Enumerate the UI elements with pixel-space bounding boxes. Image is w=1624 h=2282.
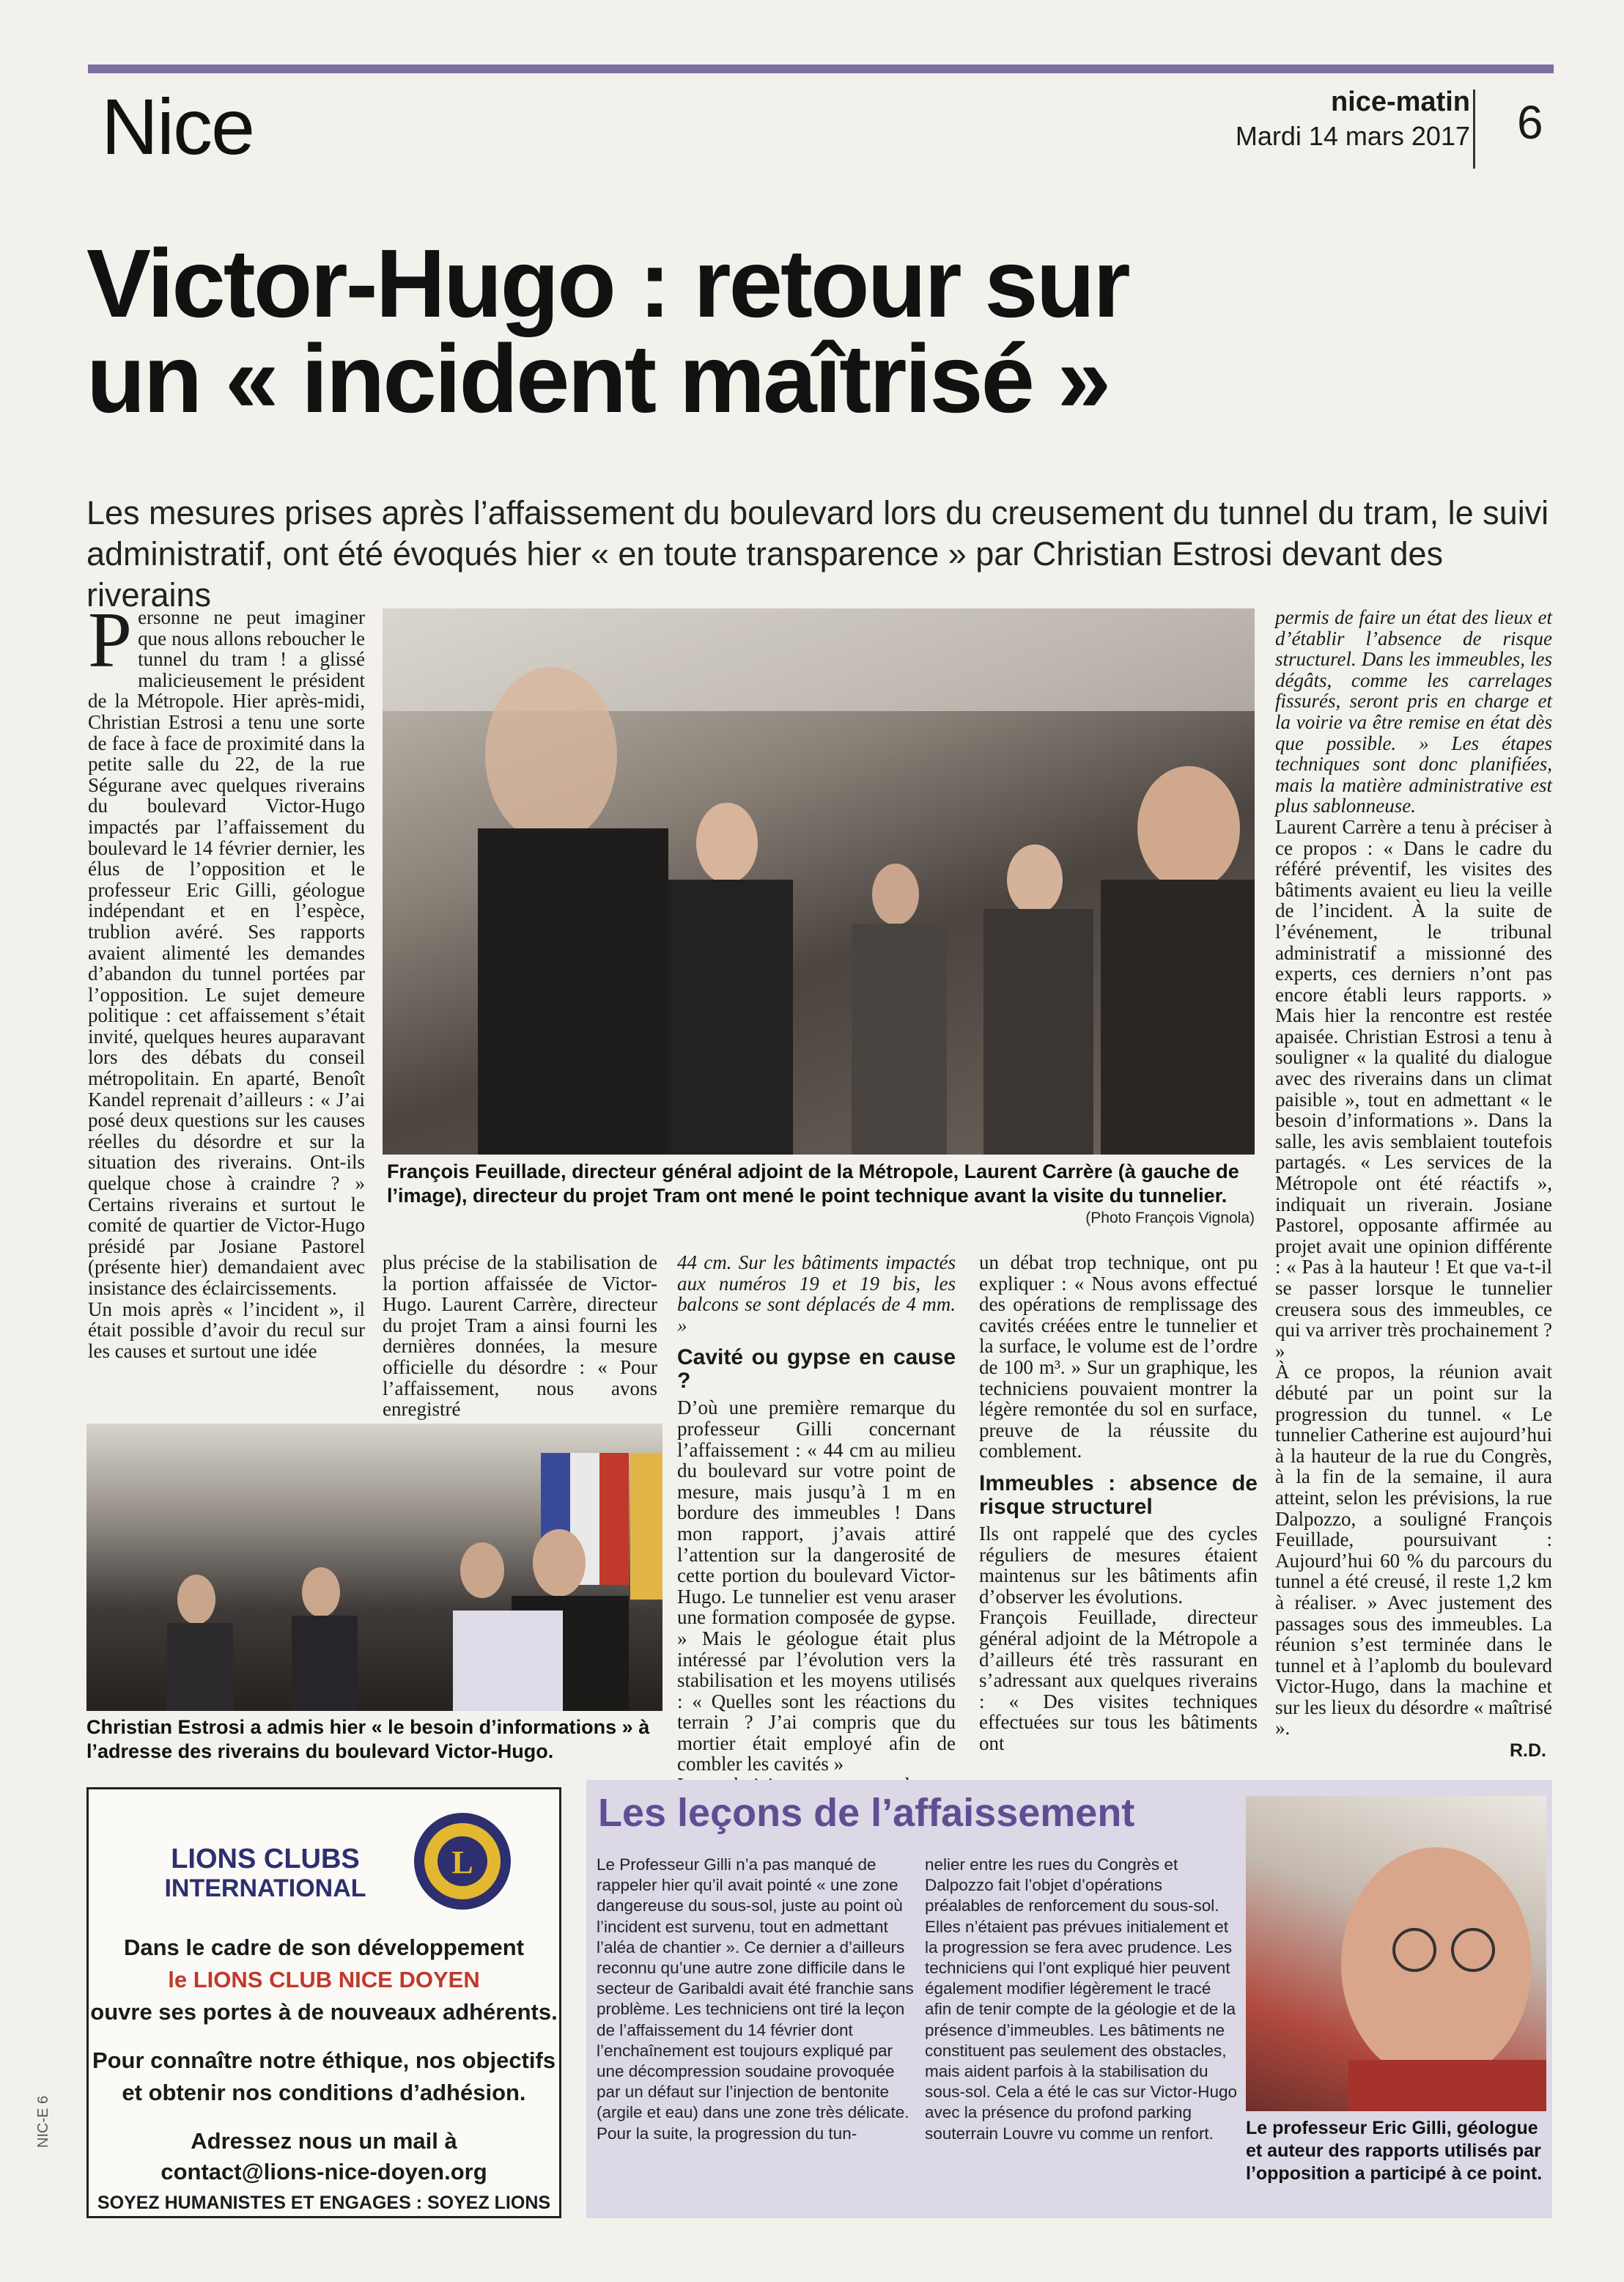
photo-professor-gilli xyxy=(1246,1796,1546,2111)
article-column-2 xyxy=(383,1251,657,1421)
headline xyxy=(86,229,1523,433)
fold-mark: NIC-E 6 xyxy=(35,2095,51,2148)
article-paragraph: Un mois après « l’incident », il était possible d’avoir du recul sur les causes et surtout une idée xyxy=(88,1298,365,1362)
photo-technical-briefing xyxy=(383,608,1255,1155)
ad-text: Pour connaître notre éthique, nos objectifs xyxy=(92,2047,556,2073)
article-column-5 xyxy=(1275,606,1552,1740)
ad-text: Adressez nous un mail à xyxy=(191,2128,457,2154)
ad-text: Dans le cadre de son développement xyxy=(123,1935,525,1960)
ad-brand-line-2: INTERNATIONAL xyxy=(164,1874,366,1902)
section-rule xyxy=(88,65,1554,73)
article-column-1 xyxy=(88,597,365,1413)
photo-figures xyxy=(1246,1796,1546,2111)
lions-club-ad xyxy=(86,1787,561,2218)
masthead xyxy=(1236,87,1470,152)
standfirst: Les mesures prises après l’affaissement du boulevard lors du creusement du tunnel du tram, le suivi administratif, ont été évoqués hier « en toute transparence » par Christian Estrosi devant des riverains xyxy=(86,494,1549,614)
ad-slogan: SOYEZ HUMANISTES ET ENGAGES : SOYEZ LIONS xyxy=(97,2193,551,2213)
page-number: 6 xyxy=(1517,96,1543,149)
article-paragraph: plus précise de la stabilisation de la portion affaissée de Victor-Hugo. Laurent Carrère, directeur du projet Tram a ainsi fourni les dernières données, la mesure officielle du désordre : « Pour l’affaissement, nous avons enregistré xyxy=(383,1251,657,1421)
sidebar-column-1: Le Professeur Gilli n’a pas manqué de rappeler hier qu’il avait pointé « une zone dangereuse du sous-sol, juste au point où l’incident est survenu, tout en admettant l’aléa de chantier ». Ce dernier a d’ailleurs reconnu qu’une autre zone difficile dans le secteur de Garibaldi avait été franchie sans problème. Les techniciens ont tiré la leçon de l’affaissement du 14 février dont l’enchaînement est toujours expliqué par une décompression soudaine provoquée par un défaut sur l’injection de bentonite (argile et eau) dans une zone très délicate. Pour la suite, la progression du tun- xyxy=(597,1855,914,2143)
photo-figures xyxy=(383,608,1255,1155)
ad-text: et obtenir nos conditions d’adhésion. xyxy=(122,2080,526,2105)
article-column-4 xyxy=(979,1252,1258,1765)
photo-caption: Le professeur Eric Gilli, géologue et auteur des rapports utilisés par l’opposition a participé à ce point. xyxy=(1246,2118,1543,2184)
photo-caption: François Feuillade, directeur général adjoint de la Métropole, Laurent Carrère (à gauche de l’image), directeur du projet Tram ont mené le point technique avant la visite du tunnelier. xyxy=(387,1160,1239,1207)
sidebar-title: Les leçons de l’affaissement xyxy=(598,1791,1135,1835)
ad-text: ouvre ses portes à de nouveaux adhérents. xyxy=(90,1999,558,2025)
article-paragraph: permis de faire un état des lieux et d’établir l’absence de risque structurel. Dans les immeubles, les dégâts, comme les carrelages fissurés, seront pris en charge et la voirie va être remise en état dès que possible. » Les étapes techniques sont donc planifiées, mais la matière administrative est plus sablonneuse. xyxy=(1275,606,1552,817)
logo-letter: L xyxy=(451,1844,473,1880)
ad-brand-line-1: LIONS CLUBS xyxy=(171,1844,360,1874)
sidebar-column-2: nelier entre les rues du Congrès et Dalpozzo fait l’objet d’opérations préalables de renforcement du sous-sol. Elles n’étaient pas prévues initialement et la progression se fera avec prudence. Les techniciens qui l’ont expliqué hier peuvent également modifier légèrement le tracé afin de tenir compte de la géologie et de la présence d’immeubles. Les bâtiments ne constituent pas seulement des obstacles, mais aident parfois à la stabilisation du sous-sol. Cela a été le cas sur Victor-Hugo avec la présence du profond parking souterrain Louvre vu comme un renfort. xyxy=(925,1855,1238,2143)
photo-caption: Christian Estrosi a admis hier « le besoin d’informations » à l’adresse des riverains du boulevard Victor-Hugo. xyxy=(86,1716,650,1762)
article-column-3 xyxy=(677,1251,956,1775)
drop-cap: P xyxy=(88,597,133,684)
photo-credit: (Photo François Vignola) xyxy=(1085,1210,1255,1226)
article-subhead: Immeubles : absence de risque structurel xyxy=(979,1471,1258,1519)
article-paragraph: 44 cm. Sur les bâtiments impactés aux numéros 19 et 19 bis, les balcons se sont déplacés de 4 mm. » xyxy=(677,1251,956,1336)
masthead-divider xyxy=(1473,89,1475,169)
article-paragraph: Ils ont rappelé que des cycles réguliers de mesures étaient maintenus sur les bâtiments afin d’observer les évolutions. xyxy=(979,1522,1258,1608)
lions-logo-icon xyxy=(411,1810,514,1913)
article-paragraph: un débat trop technique, ont pu expliquer : « Nous avons effectué des opérations de remplissage des cavités créées entre le tunnelier et la surface, le volume est de l’ordre de 100 m³. » Sur un graphique, les techniciens pouvaient montrer la légère remontée du sol en surface, preuve de la réussite du comblement. xyxy=(979,1251,1258,1462)
byline-initials: R.D. xyxy=(1510,1740,1546,1761)
headline-line-1: Victor-Hugo : retour sur xyxy=(86,229,1129,337)
ad-email: contact@lions-nice-doyen.org xyxy=(160,2159,487,2185)
section-title: Nice xyxy=(101,82,254,171)
headline-line-2: un « incident maîtrisé » xyxy=(86,325,1110,433)
article-subhead: Cavité ou gypse en cause ? xyxy=(677,1345,956,1394)
article-paragraph: Laurent Carrère a tenu à préciser à ce propos : « Dans le cadre du référé préventif, les visites des bâtiments avaient eu lieu la veille de l’incident. À la suite de l’événement, le tribunal administratif a missionné des experts, ces derniers n’ont pas encore établi leurs rapports. » Mais hier la rencontre est restée apaisée. Christian Estrosi a tenu à souligner « la qualité du dialogue avec des riverains dans un climat paisible », tout en admettant « le besoin d’informations ». Dans la salle, les avis semblaient toutefois partagés. « Les services de la Métropole ont été réactifs », indiquait un riverain. Josiane Pastorel, opposante affirmée au projet avait une opinion différente : « Pas à la hauteur ! Et que va-t-il se passer lorsque le tunnelier creusera sous des immeubles, ce qui va arriver très prochainement ? » xyxy=(1275,815,1552,1362)
article-paragraph: D’où une première remarque du professeur Gilli concernant l’affaissement : « 44 cm au milieu du boulevard sur votre point de mesure, mais jusqu’à 1 m en bordure des immeubles ! Dans mon rapport, j’avais attiré l’attention sur la dangerosité de cette portion du boulevard Victor-Hugo. Le tunnelier est venu araser une formation composée de gypse. » Mais le géologue était plus intéressé par l’évolution vers la stabilisation et les moyens utilisés : « Quelles sont les réactions du terrain ? J’ai compris que du mortier était employé afin de combler les cavités » xyxy=(677,1396,956,1775)
article-paragraph: ersonne ne peut imaginer que nous allons reboucher le tunnel du tram ! a glissé malicieusement le président de la Métropole. Hier après-midi, Christian Estrosi a tenu une sorte de face à face de proximité dans la petite salle du 22, de la rue Ségurane avec quelques riverains du boulevard Victor-Hugo impactés par l’affaissement du boulevard le 14 février dernier, les élus de l’opposition et le professeur Eric Gilli, géologue indépendant et en l’espèce, trublion avéré. Ses rapports avaient alimenté les demandes d’abandon du tunnel portées par l’opposition. Le sujet demeure politique : cet affaissement s’était invité, quelques heures auparavant lors des débats du conseil métropolitain. En aparté, Benoît Kandel reprenait d’ailleurs : « J’ai posé deux questions sur les causes réelles du désordre et sur la situation des riverains. Ont-ils quelque chose à craindre ? » Certains riverains et surtout le comité de quartier de Victor-Hugo présidé par Josiane Pastorel (présente hier) demandaient avec insistance des éclaircissements. xyxy=(88,606,365,1299)
article-paragraph: François Feuillade, directeur général adjoint de la Métropole a d’ailleurs été très rassurant en s’adressant aux quelques riverains : « Des visites techniques effectuées sur tous les bâtiments ont xyxy=(979,1606,1258,1754)
ad-club-name: le LIONS CLUB NICE DOYEN xyxy=(168,1967,480,1992)
photo-estrosi-speech xyxy=(86,1424,662,1711)
paper-name: nice-matin xyxy=(1330,87,1470,117)
issue-date: Mardi 14 mars 2017 xyxy=(1235,121,1470,151)
photo-figures xyxy=(86,1424,662,1711)
article-paragraph: À ce propos, la réunion avait débuté par un point sur la progression du tunnel. « Le tunnelier Catherine est aujourd’hui à la hauteur de la rue du Congrès, à la fin de la semaine, il aura atteint, selon les prévisions, la rue Dalpozzo, a souligné François Feuillade, poursuivant : Aujourd’hui 60 % du parcours du tunnel a été creusé, il reste 1,2 km à réaliser. » Avec justement des passages sous des immeubles. La réunion s’est terminée dans le tunnel et à l’aplomb du boulevard Victor-Hugo, dans la machine et sur les lieux du désordre « maîtrisé ». xyxy=(1275,1361,1552,1740)
